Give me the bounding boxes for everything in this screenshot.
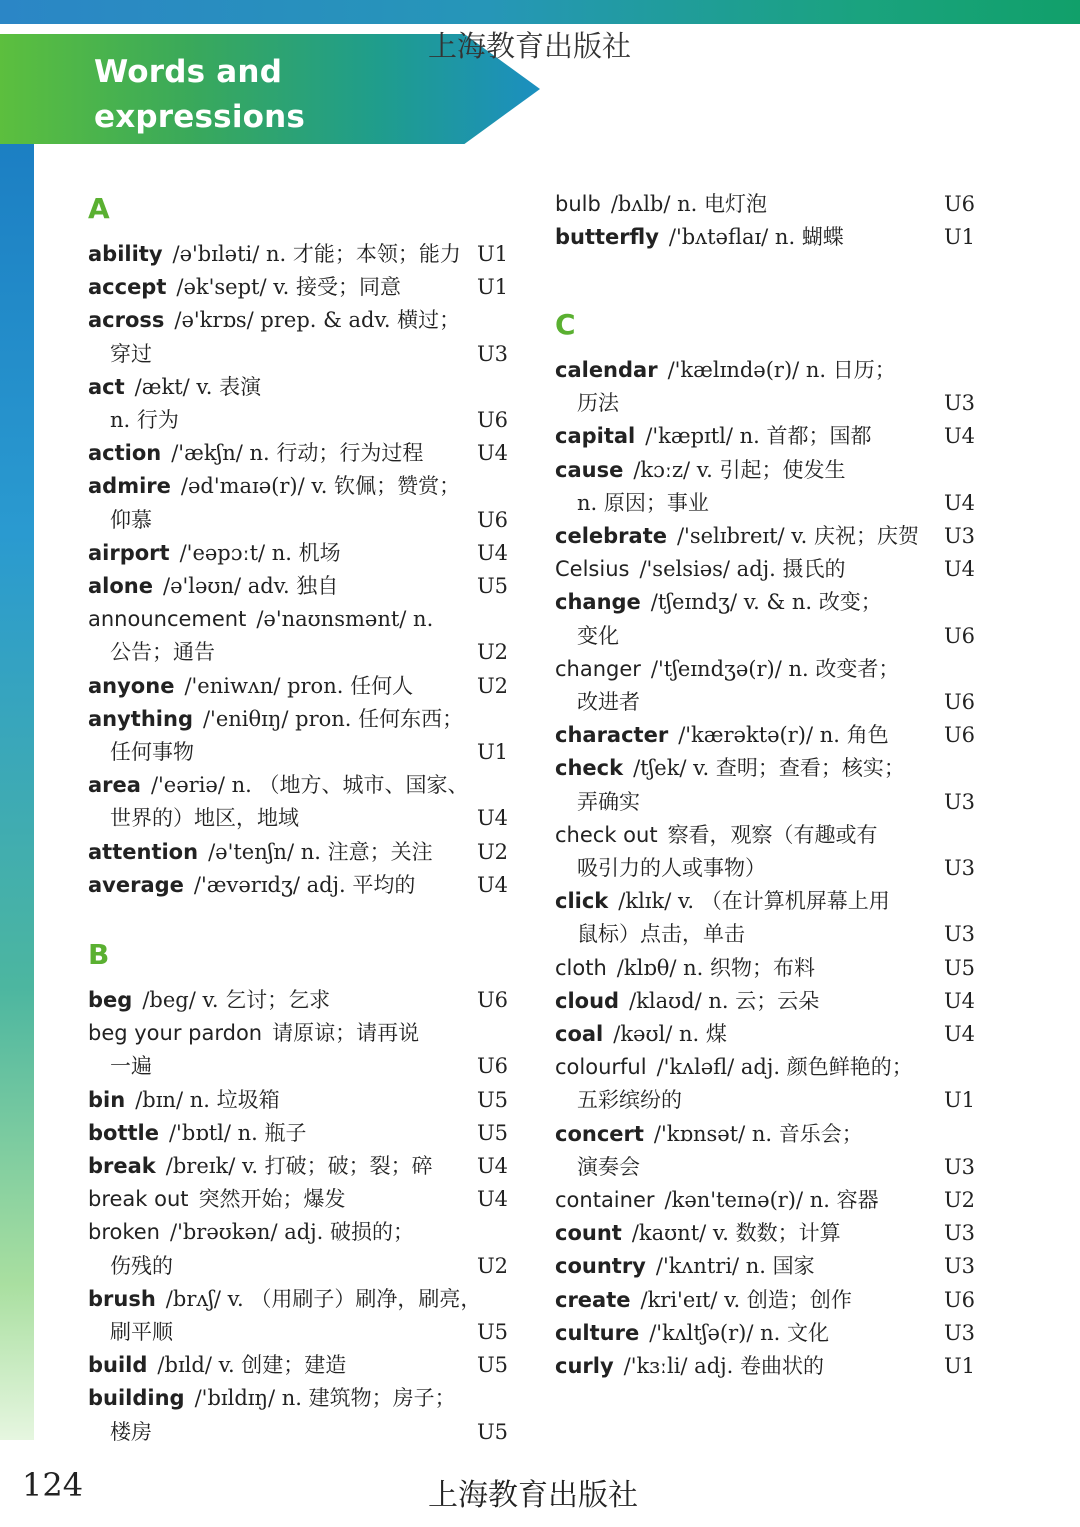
entry-definition: 五彩缤纷的 xyxy=(577,1088,682,1112)
entry-word: admire xyxy=(88,474,171,498)
entry-definition: 历法 xyxy=(577,391,619,415)
entry-line xyxy=(88,836,508,869)
entry-line xyxy=(555,1118,975,1151)
entry-word: anything xyxy=(88,707,193,731)
entry-continuation xyxy=(555,387,975,420)
entry-definition: 仰慕 xyxy=(110,508,152,532)
entry-unit: U6 xyxy=(476,508,508,532)
entry-word: attention xyxy=(88,840,199,864)
entry-word: check out xyxy=(555,823,658,847)
entry-definition: /'kɒnsət/ n. 音乐会； xyxy=(653,1122,863,1146)
entry-definition: /'kɜːli/ adj. 卷曲状的 xyxy=(623,1354,824,1378)
entry-line xyxy=(88,1017,508,1050)
entry-word: announcement xyxy=(88,607,247,631)
entry-word: concert xyxy=(555,1122,644,1146)
entry-line xyxy=(555,952,975,985)
entry-unit: U3 xyxy=(943,1155,975,1179)
entry-word: build xyxy=(88,1353,148,1377)
entry-definition: n. 原因；事业 xyxy=(577,491,709,515)
entry-unit: U3 xyxy=(943,524,975,548)
entry-line xyxy=(555,819,975,852)
entry-continuation xyxy=(555,1151,975,1184)
entry-word: click xyxy=(555,889,609,913)
footer-publisher: 上海教育出版社 xyxy=(428,1478,638,1513)
entry-line xyxy=(88,470,508,503)
entry-unit: U6 xyxy=(943,690,975,714)
entry-word: create xyxy=(555,1288,631,1312)
entry-line xyxy=(88,1283,508,1316)
entry-unit: U2 xyxy=(476,640,508,664)
entry-continuation xyxy=(88,504,508,537)
entry-definition: /bɪn/ n. 垃圾箱 xyxy=(135,1088,280,1112)
entry-definition: 变化 xyxy=(577,624,619,648)
entry-unit: U6 xyxy=(943,723,975,747)
entry-word: check xyxy=(555,756,624,780)
entry-word: coal xyxy=(555,1022,604,1046)
entry-line xyxy=(555,1317,975,1350)
entry-word: cause xyxy=(555,458,624,482)
entry-word: area xyxy=(88,773,141,797)
entry-unit: U1 xyxy=(943,1088,975,1112)
entry-unit: U3 xyxy=(943,1221,975,1245)
entry-definition: /'bʌtəflaɪ/ n. 蝴蝶 xyxy=(668,225,844,249)
entry-definition: 伤残的 xyxy=(110,1254,173,1278)
entry-definition: /tʃek/ v. 查明；查看；核实； xyxy=(633,756,905,780)
entry-line xyxy=(555,1217,975,1250)
entry-unit: U3 xyxy=(943,922,975,946)
entry-word: container xyxy=(555,1188,655,1212)
entry-definition: /bɪld/ v. 创建；建造 xyxy=(157,1353,347,1377)
entry-continuation xyxy=(88,1316,508,1349)
entry-word: colourful xyxy=(555,1055,647,1079)
entry-word: calendar xyxy=(555,358,658,382)
entry-definition: /əd'maɪə(r)/ v. 钦佩；赞赏； xyxy=(180,474,461,498)
entry-unit: U2 xyxy=(476,1254,508,1278)
entry-line xyxy=(555,553,975,586)
entry-word: count xyxy=(555,1221,622,1245)
entry-word: airport xyxy=(88,541,170,565)
entry-unit: U1 xyxy=(476,275,508,299)
entry-line xyxy=(555,1018,975,1051)
entry-line xyxy=(88,1150,508,1183)
entry-definition: /klaʊd/ n. 云；云朵 xyxy=(629,989,820,1013)
entry-word: bulb xyxy=(555,192,601,216)
entry-word: break xyxy=(88,1154,156,1178)
entry-line xyxy=(555,1284,975,1317)
entry-continuation xyxy=(88,736,508,769)
entry-definition: 吸引力的人或事物） xyxy=(577,856,766,880)
entry-line xyxy=(88,670,508,703)
page-title-line2: in alphabetical order xyxy=(94,144,463,180)
entry-line xyxy=(555,752,975,785)
entry-definition: /'bɒtl/ n. 瓶子 xyxy=(168,1121,307,1145)
entry-continuation xyxy=(88,1050,508,1083)
entry-definition: 突然开始；爆发 xyxy=(198,1187,346,1211)
entry-unit: U3 xyxy=(943,790,975,814)
entry-line xyxy=(555,1350,975,1383)
entry-line xyxy=(555,586,975,619)
entry-definition: 世界的）地区，地域 xyxy=(110,806,299,830)
entry-unit: U6 xyxy=(476,408,508,432)
entry-continuation xyxy=(88,404,508,437)
entry-unit: U3 xyxy=(943,1321,975,1345)
entry-line xyxy=(88,703,508,736)
entry-definition: 刷平顺 xyxy=(110,1320,173,1344)
entry-word: building xyxy=(88,1386,185,1410)
entry-word: break out xyxy=(88,1187,189,1211)
entry-definition: /'bɪldɪŋ/ n. 建筑物；房子； xyxy=(194,1386,456,1410)
entry-word: alone xyxy=(88,574,153,598)
entry-continuation xyxy=(555,918,975,951)
entry-unit: U5 xyxy=(476,574,508,598)
entry-word: broken xyxy=(88,1220,160,1244)
entry-definition: /beg/ v. 乞讨；乞求 xyxy=(142,988,331,1012)
entry-word: Celsius xyxy=(555,557,630,581)
entry-unit: U1 xyxy=(943,1354,975,1378)
entry-continuation xyxy=(88,338,508,371)
entry-continuation xyxy=(88,802,508,835)
entry-line xyxy=(555,188,975,221)
entry-definition: /breɪk/ v. 打破；破；裂；碎 xyxy=(165,1154,433,1178)
entry-definition: /'eəriə/ n. （地方、城市、国家、 xyxy=(150,773,469,797)
entry-definition: /'selɪbreɪt/ v. 庆祝；庆贺 xyxy=(676,524,920,548)
entry-definition: /'kærəktə(r)/ n. 角色 xyxy=(678,723,889,747)
entry-line xyxy=(555,1184,975,1217)
entry-unit: U2 xyxy=(476,674,508,698)
entry-definition: 鼠标）点击，单击 xyxy=(577,922,745,946)
entry-definition: 演奏会 xyxy=(577,1155,640,1179)
entry-line xyxy=(88,371,508,404)
entry-line xyxy=(555,719,975,752)
entry-line xyxy=(88,1216,508,1249)
entry-definition: /'selsiəs/ adj. 摄氏的 xyxy=(639,557,846,581)
entry-line xyxy=(88,1183,508,1216)
entry-line xyxy=(555,221,975,254)
entry-line xyxy=(88,769,508,802)
entry-definition: /'kʌləfl/ adj. 颜色鲜艳的； xyxy=(656,1055,913,1079)
entry-definition: /'kʌntri/ n. 国家 xyxy=(655,1254,815,1278)
entry-word: across xyxy=(88,308,165,332)
entry-definition: /ə'krɒs/ prep. & adv. 横过； xyxy=(174,308,461,332)
entry-definition: /ækt/ v. 表演 xyxy=(134,375,262,399)
entry-word: character xyxy=(555,723,669,747)
entry-unit: U5 xyxy=(476,1420,508,1444)
entry-definition: /'kʌltʃə(r)/ n. 文化 xyxy=(649,1321,829,1345)
entry-unit: U6 xyxy=(476,988,508,1012)
entry-unit: U5 xyxy=(943,956,975,980)
entry-continuation xyxy=(555,1084,975,1117)
entry-line xyxy=(555,1051,975,1084)
entry-line xyxy=(88,869,508,902)
entry-line xyxy=(88,1084,508,1117)
entry-line xyxy=(88,603,508,636)
entry-continuation xyxy=(555,852,975,885)
entry-word: average xyxy=(88,873,184,897)
entry-word: ability xyxy=(88,242,163,266)
entry-continuation xyxy=(88,636,508,669)
letter-heading-b: B xyxy=(88,938,110,971)
entry-word: bottle xyxy=(88,1121,159,1145)
entry-unit: U4 xyxy=(943,989,975,1013)
entry-continuation xyxy=(555,620,975,653)
entry-unit: U4 xyxy=(943,424,975,448)
entry-definition: /'brəʊkən/ adj. 破损的； xyxy=(170,1220,415,1244)
entry-definition: n. 行为 xyxy=(110,408,179,432)
entry-unit: U4 xyxy=(476,806,508,830)
entry-definition: /ə'bɪləti/ n. 才能；本领；能力 xyxy=(172,242,461,266)
entry-word: capital xyxy=(555,424,636,448)
entry-definition: /'eniθɪŋ/ pron. 任何东西； xyxy=(202,707,464,731)
entry-word: curly xyxy=(555,1354,614,1378)
entry-unit: U4 xyxy=(943,1022,975,1046)
entry-definition: /kɔːz/ v. 引起；使发生 xyxy=(633,458,846,482)
entry-word: cloud xyxy=(555,989,620,1013)
entry-definition: /tʃeɪndʒ/ v. & n. 改变； xyxy=(650,590,882,614)
entry-continuation xyxy=(555,686,975,719)
entry-unit: U5 xyxy=(476,1320,508,1344)
entry-line xyxy=(88,437,508,470)
entry-line xyxy=(88,304,508,337)
entry-unit: U1 xyxy=(476,740,508,764)
entry-word: beg xyxy=(88,988,133,1012)
entry-definition: /ə'ləʊn/ adv. 独自 xyxy=(163,574,339,598)
entry-unit: U5 xyxy=(476,1088,508,1112)
entry-definition: /ə'tenʃn/ n. 注意；关注 xyxy=(208,840,433,864)
entry-definition: /ək'sept/ v. 接受；同意 xyxy=(176,275,401,299)
entry-definition: /'kæpɪtl/ n. 首都；国都 xyxy=(645,424,872,448)
entry-unit: U5 xyxy=(476,1353,508,1377)
entry-definition: 弄确实 xyxy=(577,790,640,814)
entry-word: country xyxy=(555,1254,646,1278)
letter-heading-c: C xyxy=(555,308,576,341)
publisher-watermark: 上海教育出版社 xyxy=(428,29,632,63)
entry-definition: /kri'eɪt/ v. 创造；创作 xyxy=(640,1288,852,1312)
entry-continuation xyxy=(555,786,975,819)
entry-unit: U3 xyxy=(943,1254,975,1278)
entry-unit: U4 xyxy=(943,491,975,515)
entry-definition: /'ævərɪdʒ/ adj. 平均的 xyxy=(193,873,416,897)
entry-line xyxy=(88,1349,508,1382)
entry-definition: /klɪk/ v. （在计算机屏幕上用 xyxy=(618,889,890,913)
entry-word: butterfly xyxy=(555,225,659,249)
entry-line xyxy=(555,520,975,553)
entry-unit: U6 xyxy=(943,624,975,648)
entry-unit: U3 xyxy=(476,342,508,366)
entry-line xyxy=(555,354,975,387)
entry-line xyxy=(88,238,508,271)
entry-unit: U3 xyxy=(943,391,975,415)
entry-definition: /kən'teɪnə(r)/ n. 容器 xyxy=(664,1188,879,1212)
entry-unit: U6 xyxy=(943,1288,975,1312)
entry-word: change xyxy=(555,590,641,614)
entry-definition: /kəʊl/ n. 煤 xyxy=(613,1022,727,1046)
entry-unit: U2 xyxy=(476,840,508,864)
entry-continuation xyxy=(88,1416,508,1449)
entry-line xyxy=(555,454,975,487)
entry-unit: U2 xyxy=(943,1188,975,1212)
entry-line xyxy=(88,1382,508,1415)
entry-line xyxy=(555,985,975,1018)
entry-definition: 改进者 xyxy=(577,690,640,714)
entry-definition: /'ækʃn/ n. 行动；行为过程 xyxy=(171,441,424,465)
entry-definition: /'tʃeɪndʒə(r)/ n. 改变者； xyxy=(650,657,900,681)
entry-unit: U1 xyxy=(476,242,508,266)
entry-line xyxy=(88,271,508,304)
side-color-bar xyxy=(0,144,34,1440)
entry-unit: U6 xyxy=(476,1054,508,1078)
entry-unit: U1 xyxy=(943,225,975,249)
entry-definition: 楼房 xyxy=(110,1420,152,1444)
entry-word: changer xyxy=(555,657,641,681)
page-title-line1: Words and expressions xyxy=(94,54,306,135)
entry-line xyxy=(555,1250,975,1283)
entry-unit: U4 xyxy=(476,441,508,465)
entry-unit: U4 xyxy=(476,541,508,565)
entry-word: celebrate xyxy=(555,524,667,548)
entry-line xyxy=(555,885,975,918)
entry-continuation xyxy=(555,487,975,520)
entry-unit: U4 xyxy=(476,1187,508,1211)
entry-definition: /bʌlb/ n. 电灯泡 xyxy=(610,192,767,216)
entry-unit: U6 xyxy=(943,192,975,216)
entry-definition: /ə'naʊnsmənt/ n. xyxy=(256,607,434,631)
entry-continuation xyxy=(88,1250,508,1283)
entry-unit: U4 xyxy=(476,1154,508,1178)
entry-line xyxy=(88,1117,508,1150)
entry-line xyxy=(88,984,508,1017)
entry-definition: /kaʊnt/ v. 数数；计算 xyxy=(631,1221,841,1245)
entry-line xyxy=(555,420,975,453)
page-title xyxy=(94,50,494,185)
entry-definition: 公告；通告 xyxy=(110,640,215,664)
entry-word: anyone xyxy=(88,674,175,698)
entry-definition: /'kælɪndə(r)/ n. 日历； xyxy=(667,358,896,382)
entry-word: culture xyxy=(555,1321,640,1345)
entry-definition: /brʌʃ/ v. （用刷子）刷净，刷亮， xyxy=(165,1287,482,1311)
entry-word: cloth xyxy=(555,956,607,980)
entry-unit: U4 xyxy=(943,557,975,581)
letter-heading-a: A xyxy=(88,192,110,225)
entry-definition: 穿过 xyxy=(110,342,152,366)
entry-word: brush xyxy=(88,1287,156,1311)
entry-line xyxy=(88,570,508,603)
entry-definition: /klɒθ/ n. 织物；布料 xyxy=(616,956,816,980)
entry-definition: 一遍 xyxy=(110,1054,152,1078)
entry-unit: U3 xyxy=(943,856,975,880)
entry-definition: 察看，观察（有趣或有 xyxy=(667,823,878,847)
entry-line xyxy=(555,653,975,686)
entry-word: action xyxy=(88,441,162,465)
entry-definition: /'eəpɔːt/ n. 机场 xyxy=(179,541,341,565)
entry-word: bin xyxy=(88,1088,126,1112)
entry-word: act xyxy=(88,375,125,399)
entry-line xyxy=(88,537,508,570)
entry-definition: 请原谅；请再说 xyxy=(272,1021,420,1045)
entry-definition: /'eniwʌn/ pron. 任何人 xyxy=(184,674,414,698)
entry-unit: U5 xyxy=(476,1121,508,1145)
entry-word: accept xyxy=(88,275,167,299)
entry-word: beg your pardon xyxy=(88,1021,263,1045)
page-number: 124 xyxy=(22,1466,84,1504)
entry-definition: 任何事物 xyxy=(110,740,194,764)
entry-unit: U4 xyxy=(476,873,508,897)
